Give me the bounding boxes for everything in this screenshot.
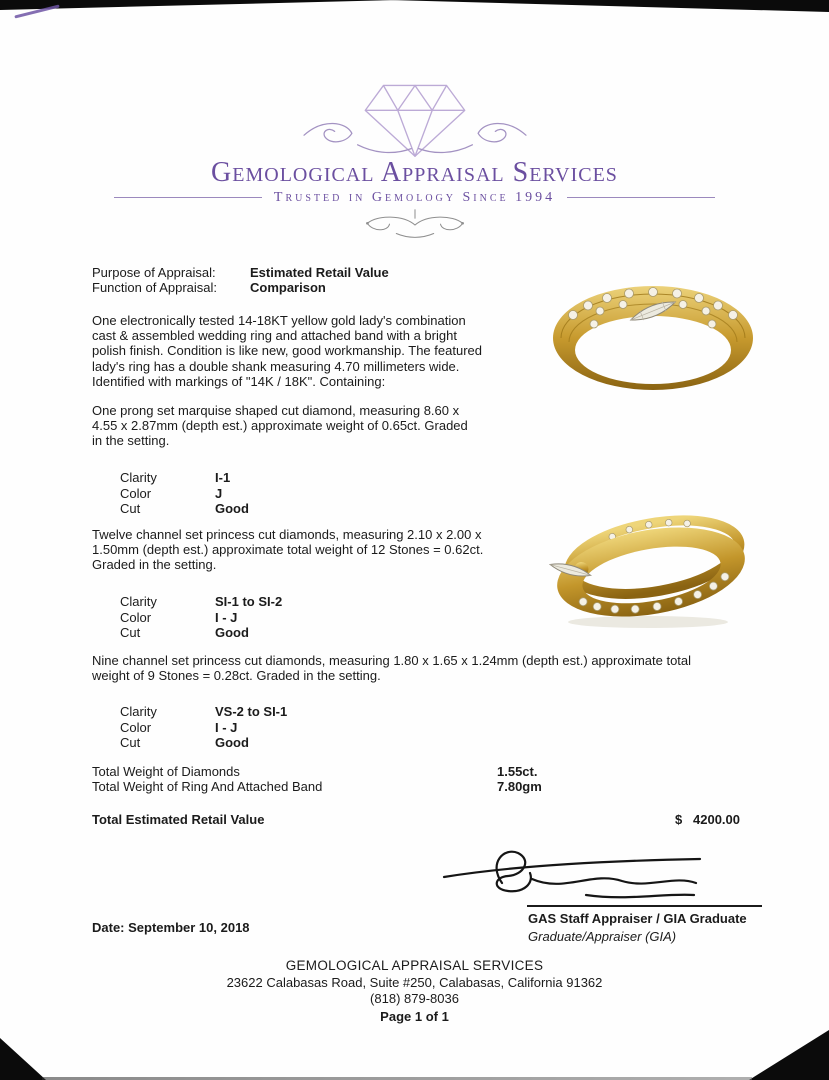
ring-photo-side-view xyxy=(536,494,766,634)
color-value: I - J xyxy=(215,719,238,735)
currency-symbol: $ xyxy=(675,812,683,827)
scan-artifact-bottom-right xyxy=(749,1030,829,1080)
stone-1-grades xyxy=(120,470,249,517)
brand-tagline-row xyxy=(114,190,715,205)
cut-label: Cut xyxy=(120,501,141,517)
grade-row xyxy=(120,720,287,736)
stone-1-description: One prong set marquise shaped cut diamond, measuring 8.60 x 4.55 x 2.87mm (depth est.) approximate weight of 0.65ct. Graded in the setting. xyxy=(92,403,468,449)
grade-row xyxy=(120,625,282,641)
ring-photo-front-view xyxy=(546,278,761,400)
brand-name: Gemological Appraisal Services xyxy=(211,157,618,188)
item-description: One electronically tested 14-18KT yellow gold lady's combination cast & assembled wedding ring and attached band with a bright polish finish. Condition is like new, good workmanship. The featured lady's ring has a double shank measuring 4.70 millimeters wide. Identified with markings of "14K / 18K". Containing: xyxy=(92,313,482,389)
color-label: Color xyxy=(120,719,152,735)
flourish-ornament-icon xyxy=(340,208,490,242)
cut-label: Cut xyxy=(120,735,141,751)
grade-row xyxy=(120,704,287,720)
color-label: Color xyxy=(120,609,152,625)
totals-block xyxy=(92,764,542,794)
footer-address: 23622 Calabasas Road, Suite #250, Calabasas, California 91362 xyxy=(226,974,603,990)
purpose-row xyxy=(92,265,389,280)
stone-3-description: Nine channel set princess cut diamonds, measuring 1.80 x 1.65 x 1.24mm (depth est.) approximate total weight of 9 Stones = 0.28ct. Graded in the setting. xyxy=(92,653,692,684)
grade-row xyxy=(120,470,249,486)
function-value: Comparison xyxy=(250,280,326,296)
total-diamonds-value: 1.55ct. xyxy=(497,764,538,779)
clarity-label: Clarity xyxy=(120,470,157,485)
clarity-value: SI-1 to SI-2 xyxy=(215,594,283,609)
total-retail-label: Total Estimated Retail Value xyxy=(92,812,265,827)
brand-header xyxy=(0,74,829,242)
document-footer xyxy=(0,958,829,1025)
total-ring-weight-label: Total Weight of Ring And Attached Band xyxy=(92,779,323,795)
brand-tagline: Trusted in Gemology Since 1994 xyxy=(273,190,556,205)
clarity-value: VS-2 to SI-1 xyxy=(215,704,288,719)
tagline-left-rule xyxy=(114,197,262,198)
stone-2-grades xyxy=(120,594,282,641)
function-label: Function of Appraisal: xyxy=(92,280,218,296)
total-row xyxy=(92,779,542,794)
grade-row xyxy=(120,501,249,517)
tagline-right-rule xyxy=(567,197,715,198)
total-retail-value: 4200.00 xyxy=(693,812,740,827)
scan-artifact-top-right xyxy=(390,0,829,12)
appraisal-meta xyxy=(92,265,389,295)
clarity-label: Clarity xyxy=(120,594,157,609)
diamond-logo-icon xyxy=(290,74,540,162)
clarity-value: I-1 xyxy=(215,470,231,485)
signature-line xyxy=(527,905,762,907)
grade-row xyxy=(120,594,282,610)
grade-row xyxy=(120,610,282,626)
color-value: J xyxy=(215,485,223,501)
function-row xyxy=(92,280,389,295)
stone-2-description: Twelve channel set princess cut diamonds, measuring 2.10 x 2.00 x 1.50mm (depth est.) approximate total weight of 12 Stones = 0.62ct. Graded in the setting. xyxy=(92,527,484,573)
scan-artifact-bottom-left xyxy=(0,1038,46,1080)
clarity-label: Clarity xyxy=(120,704,157,719)
appraiser-block xyxy=(528,911,747,944)
total-retail-row xyxy=(92,812,782,827)
page-number: Page 1 of 1 xyxy=(380,1008,449,1024)
purpose-label: Purpose of Appraisal: xyxy=(92,265,216,280)
stone-3-grades xyxy=(120,704,287,751)
footer-company-name: GEMOLOGICAL APPRAISAL SERVICES xyxy=(285,958,544,973)
color-label: Color xyxy=(120,485,152,501)
grade-row xyxy=(120,486,249,502)
total-row xyxy=(92,764,542,779)
cut-value: Good xyxy=(215,501,249,517)
color-value: I - J xyxy=(215,609,238,625)
appraiser-subtitle: Graduate/Appraiser (GIA) xyxy=(528,929,677,945)
grade-row xyxy=(120,735,287,751)
appraiser-title: GAS Staff Appraiser / GIA Graduate xyxy=(528,911,747,926)
cut-value: Good xyxy=(215,625,249,641)
cut-label: Cut xyxy=(120,625,141,641)
purpose-value: Estimated Retail Value xyxy=(250,265,389,280)
footer-phone: (818) 879-8036 xyxy=(370,991,459,1006)
cut-value: Good xyxy=(215,735,249,751)
appraisal-date: Date: September 10, 2018 xyxy=(92,920,250,935)
total-ring-weight-value: 7.80gm xyxy=(497,779,542,795)
total-diamonds-label: Total Weight of Diamonds xyxy=(92,764,240,779)
scan-artifact-top-left xyxy=(0,0,398,10)
appraiser-signature xyxy=(436,843,708,907)
